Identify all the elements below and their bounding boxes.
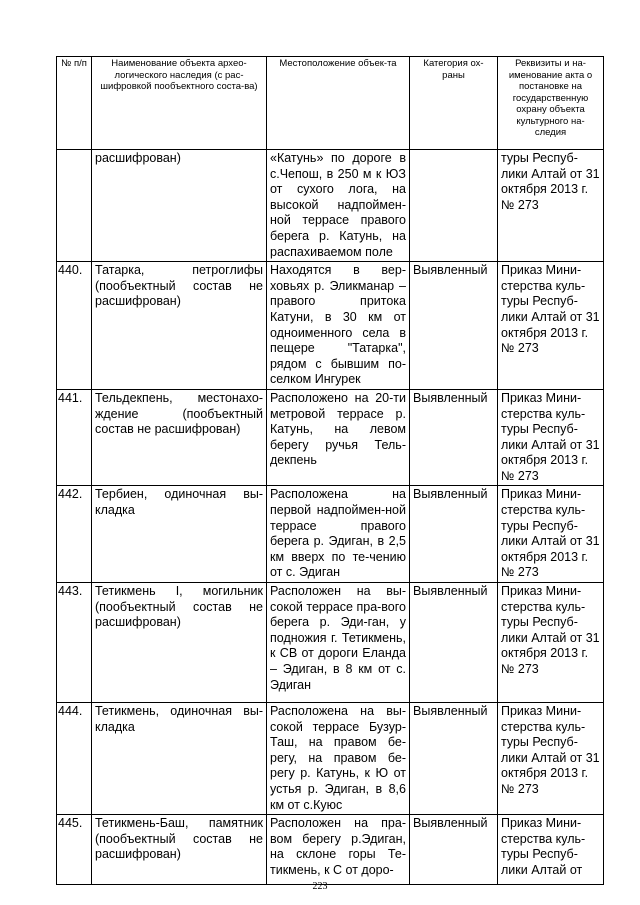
location-cell: Расположено на 20-ти метровой террасе р. Катунь, на левом берегу ручья Тель-декпень — [267, 389, 410, 486]
protection-category-cell — [410, 150, 498, 262]
row-number — [57, 150, 92, 262]
row-number: 443. — [57, 583, 92, 703]
protection-category-cell: Выявленный — [410, 262, 498, 390]
header-protection-category: Категория ох-раны — [410, 57, 498, 150]
location-cell: Расположена на первой надпоймен-ной террасе правого берега р. Эдиган, в 2,5 км вверх по те-чению от с. Эдиган — [267, 486, 410, 583]
page-number: 223 — [312, 881, 328, 892]
protection-category-cell: Выявленный — [410, 583, 498, 703]
table-row — [57, 703, 604, 815]
location-cell: Находятся в вер-ховьях р. Эликманар – правого притока Катуни, в 30 км от одноименного села в пещере "Татарка", рядом с бывшим по-селком Ингурек — [267, 262, 410, 390]
act-requisites-cell: Приказ Мини-стерства куль-туры Респуб-лики Алтай от 31 октября 2013 г. № 273 — [498, 262, 604, 390]
registry-table-container — [56, 56, 603, 885]
row-number: 442. — [57, 486, 92, 583]
protection-category-cell: Выявленный — [410, 703, 498, 815]
row-number: 444. — [57, 703, 92, 815]
location-cell: Расположена на вы-сокой террасе Бузур-Таш, на правом бе-регу, на правом бе-регу р. Катунь, к Ю от устья р. Эдиган, в 8,6 км от с.Куюс — [267, 703, 410, 815]
table-row — [57, 815, 604, 885]
table-row — [57, 262, 604, 390]
table-row — [57, 150, 604, 262]
act-requisites-cell: Приказ Мини-стерства куль-туры Респуб-лики Алтай от 31 октября 2013 г. № 273 — [498, 486, 604, 583]
act-requisites-cell: туры Респуб-лики Алтай от 31 октября 2013 г. № 273 — [498, 150, 604, 262]
table-row — [57, 389, 604, 486]
object-name-cell: Тельдекпень, местонахо-ждение (пообъектный состав не расшифрован) — [92, 389, 267, 486]
object-name-cell: Тетикмень I, могильник (пообъектный состав не расшифрован) — [92, 583, 267, 703]
header-object-name: Наименование объекта архео-логического наследия (с рас-шифровкой пообъектного соста-ва) — [92, 57, 267, 150]
row-number: 445. — [57, 815, 92, 885]
row-number: 441. — [57, 389, 92, 486]
object-name-cell: расшифрован) — [92, 150, 267, 262]
protection-category-cell: Выявленный — [410, 389, 498, 486]
act-requisites-cell: Приказ Мини-стерства куль-туры Респуб-лики Алтай от 31 октября 2013 г. № 273 — [498, 703, 604, 815]
object-name-cell: Татарка, петроглифы (пообъектный состав не расшифрован) — [92, 262, 267, 390]
object-name-cell: Тетикмень-Баш, памятник (пообъектный состав не расшифрован) — [92, 815, 267, 885]
header-location: Местоположение объек-та — [267, 57, 410, 150]
object-name-cell: Тербиен, одиночная вы-кладка — [92, 486, 267, 583]
header-number: № п/п — [57, 57, 92, 150]
act-requisites-cell: Приказ Мини-стерства куль-туры Респуб-лики Алтай от — [498, 815, 604, 885]
act-requisites-cell: Приказ Мини-стерства куль-туры Респуб-лики Алтай от 31 октября 2013 г. № 273 — [498, 389, 604, 486]
protection-category-cell: Выявленный — [410, 486, 498, 583]
act-requisites-cell: Приказ Мини-стерства куль-туры Респуб-лики Алтай от 31 октября 2013 г. № 273 — [498, 583, 604, 703]
row-number: 440. — [57, 262, 92, 390]
table-header-row — [57, 57, 604, 150]
table-row — [57, 583, 604, 703]
heritage-registry-table — [56, 56, 604, 885]
protection-category-cell: Выявленный — [410, 815, 498, 885]
location-cell: «Катунь» по дороге в с.Чепош, в 250 м к ЮЗ от сухого лога, на высокой надпоймен-ной террасе правого берега р. Катунь, на распахиваемом поле — [267, 150, 410, 262]
object-name-cell: Тетикмень, одиночная вы-кладка — [92, 703, 267, 815]
location-cell: Расположен на вы-сокой террасе пра-вого берега р. Эди-ган, у подножия г. Тетикмень, к СВ от дороги Еланда – Эдиган, в 8 км от с. Эдиган — [267, 583, 410, 703]
header-act-requisites: Реквизиты и на-именование акта о постановке на государственную охрану объекта культурного на-следия — [498, 57, 604, 150]
table-row — [57, 486, 604, 583]
location-cell: Расположен на пра-вом берегу р.Эдиган, на склоне горы Те-тикмень, к С от доро- — [267, 815, 410, 885]
